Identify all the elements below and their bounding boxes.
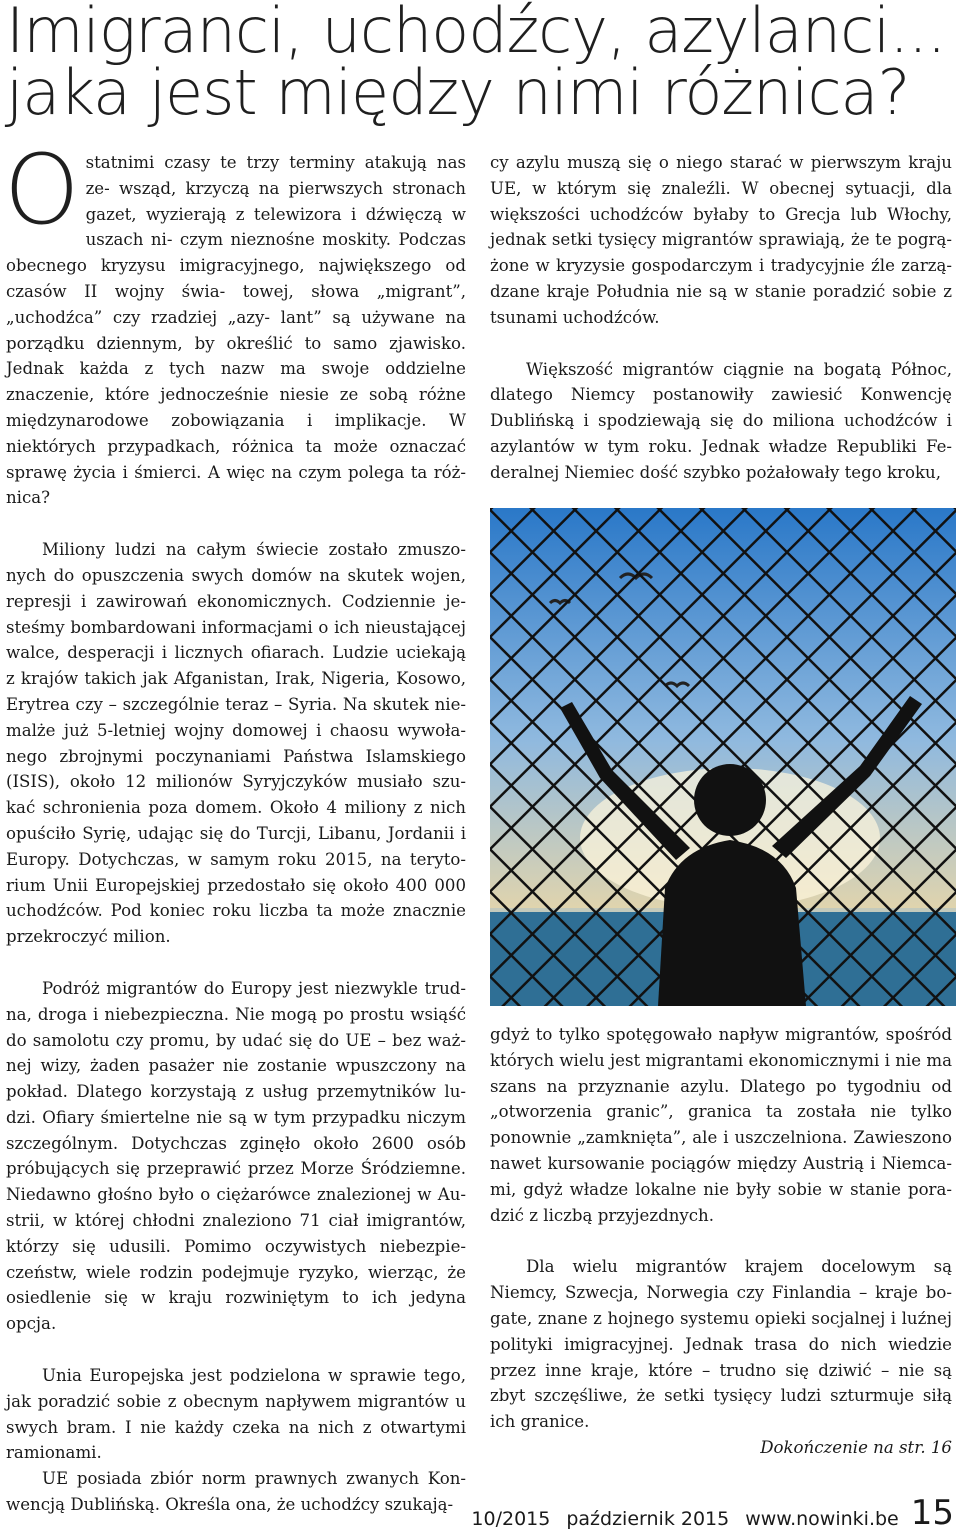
right-column-top [490, 150, 952, 486]
article-photo [490, 508, 956, 1006]
title-line-2: jaka jest między nimi różnica? [6, 56, 910, 129]
paragraph: Dla wielu migrantów krajem docelowym są Niemcy, Szwecja, Norwegia czy Finlandia – kraje bo- gate, znane z hojnego systemu opieki socjalnej i luźnej polityki imigracyjnej. Jednak trasa do nich wiedzie przez inne kraje, które – trudno się dziwić – nie są zbyt szczęśliwe, że setki tysięcy ludzi szturmuje siłą ich granice. [490, 1257, 952, 1432]
left-column [4, 134, 466, 1518]
continued-note: Dokończenie na str. 16 [760, 1437, 952, 1457]
intro-text: statnimi czasy te trzy terminy atakują nas ze- wsząd, krzyczą na pierwszych stronach gazet, wyzierają z telewizora i dźwięczą w uszach ni- czym nieznośne moskity. Podczas obecnego kryzysu imigracyjnego, największego od czasów II wojny świa- towej, słowa „migrant”, „uchodźca” czy rzadziej „azy- lant” są używane na porządku dziennym, by określić to samo zjawisko. Jednak każda z tych nazw ma swoje oddzielne znaczenie, które jednocześnie niesie ze sobą różne międzynarodowe zobowiązania i implikacje. W niektórych przypadkach, różnica ta może oznaczać sprawę życia i śmierci. A więc na czym polega ta róż- nica? [6, 153, 466, 508]
page-number: 15 [910, 1493, 954, 1533]
paragraph-intro [4, 134, 466, 511]
paragraph: UE posiada zbiór norm prawnych zwanych Kon- wencją Dublińską. Określa ona, że uchodźcy szukają- [6, 1469, 466, 1515]
issue-month: październik 2015 [566, 1508, 730, 1530]
article-title [6, 0, 956, 129]
title-line-1: Imigranci, uchodźcy, azylanci... [6, 0, 946, 67]
paragraph: Unia Europejska jest podzielona w sprawie tego, jak poradzić sobie z obecnym napływem migrantów u swych bram. I nie każdy czeka na nich z otwartymi ramionami. [6, 1366, 466, 1463]
drop-cap: O [4, 134, 80, 246]
paragraph: gdyż to tylko spotęgowało napływ migrantów, spośród których wielu jest migrantami ekonomicznymi i nie ma szans na przyznanie azylu. Dlatego po tygodniu od „otworzenia granic”, granica ta została nie tylko ponownie „zamknięta”, ale i uszczelniona. Zawieszono nawet kursowanie pociągów między Austrią i Niemca- mi, gdyż władze lokalne nie były sobie w stanie pora- dzić z liczbą przyjezdnych. [490, 1025, 952, 1225]
paragraph: Miliony ludzi na całym świecie zostało zmuszo- nych do opuszczenia swych domów na skutek wojen, represji i zawirowań ekonomicznych. Codziennie je- steśmy bombardowani informacjami o ich nieustającej walce, desperacji i licznych ofiarach. Ludzie uciekają z krajów takich jak Afganistan, Irak, Nigeria, Kosowo, Erytrea czy – szczególnie teraz – Syria. Na skutek nie- malże już 5-letniej wojny domowej i chaosu wywoła- nego zbrojnymi poczynaniami Państwa Islamskiego (ISIS), około 12 milionów Syryjczyków musiało szu- kać schronienia poza domem. Około 4 miliony z nich opuściło Syrię, udając się do Turcji, Libanu, Jordanii i Europy. Dotychczas, w samym roku 2015, na teryto- rium Unii Europejskiej przedostało się około 400 000 uchodźców. Pod koniec roku liczba ta może znacznie przekroczyć milion. [6, 540, 466, 947]
issue-number: 10/2015 [471, 1508, 551, 1530]
paragraph: Podróż migrantów do Europy jest niezwykle trud- na, droga i niebezpieczna. Nie mogą po prostu wsiąść do samolotu czy promu, by udać się do UE – bez waż- nej wizy, żaden pasażer nie zostanie wpuszczony na pokład. Dlatego korzystają z usług przemytników lu- dzi. Ofiary śmiertelne nie są w tym przypadku niczym szczególnym. Dotychczas zginęło około 2600 osób próbujących się przeprawić przez Morze Śródziemne. Niedawno głośno było o ciężarówce znalezionej w Au- strii, w której chłodni znaleziono 71 ciał imigrantów, którzy się udusili. Pomimo oczywistych niebezpie- czeństw, wiele rodzin podejmuje ryzyko, wierząc, że osiedlenie się w kraju rozwiniętym to ich jedyna opcja. [6, 978, 466, 1334]
website-link[interactable]: www.nowinki.be [745, 1508, 899, 1530]
page-footer [471, 1493, 954, 1533]
paragraph: Większość migrantów ciągnie na bogatą Północ, dlatego Niemcy postanowiły zawiesić Konwencję Dublińską i spodziewają się do miliona uchodźców i azylantów w tym roku. Jednak władze Republiki Fe- deralnej Niemiec dość szybko pożałowały tego kroku, [490, 359, 952, 482]
paragraph: cy azylu muszą się o niego starać w pierwszym kraju UE, w którym się znaleźli. W obecnej sytuacji, dla większości uchodźców byłaby to Grecja lub Włochy, jednak setki tysięcy migrantów sprawiają, że te pogrą- żone w kryzysie gospodarczym i tradycyjnie źle zarzą- dzane kraje Południa nie są w stanie poradzić sobie z tsunami uchodźców. [490, 153, 952, 327]
right-column-bottom [490, 1022, 952, 1461]
photo-illustration [490, 508, 956, 1006]
